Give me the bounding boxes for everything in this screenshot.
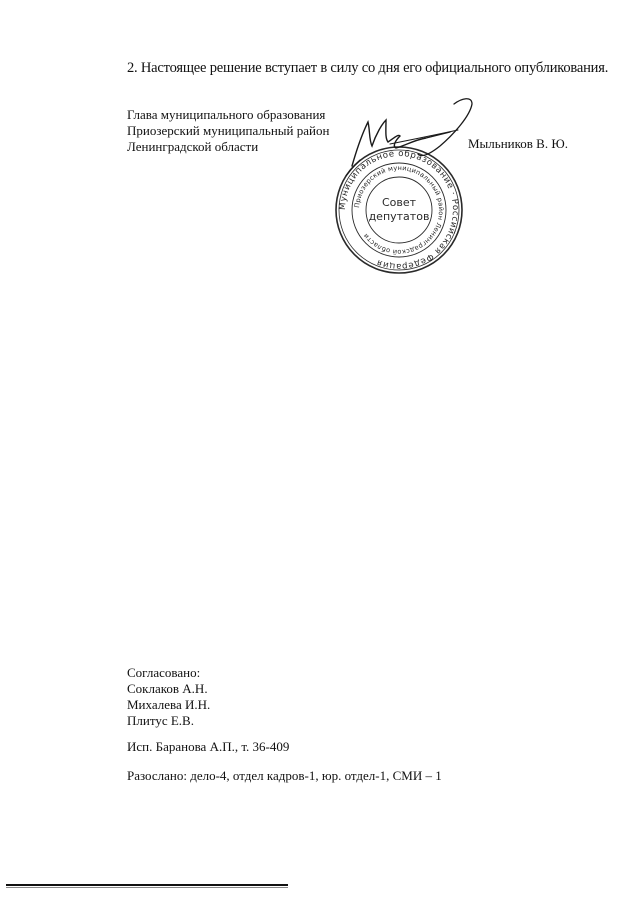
seal-center-line: депутатов (368, 210, 430, 223)
handwritten-signature (330, 94, 480, 204)
executor-line: Исп. Баранова А.П., т. 36-409 (127, 739, 290, 754)
approver-name: Плитус Е.В. (127, 713, 194, 728)
head-title-line: Приозерский муниципальный район (127, 123, 330, 138)
seal-center-line: Совет (381, 196, 417, 209)
seal-outer-text: Муниципальное образование · Российская Федерация (337, 148, 461, 272)
signer-name: Мыльников В. Ю. (468, 136, 568, 151)
approver-name: Соклаков А.Н. (127, 681, 208, 696)
approvals-block (127, 665, 210, 729)
head-title-line: Ленинградской области (127, 139, 259, 154)
decision-clause: 2. Настоящее решение вступает в силу со дня его официального опубликования. (127, 60, 609, 76)
approver-name: Михалева И.Н. (127, 697, 211, 712)
footer-rule (6, 884, 288, 886)
head-title-line: Глава муниципального образования (127, 107, 326, 122)
distribution-line: Разослано: дело-4, отдел кадров-1, юр. отдел-1, СМИ – 1 (127, 768, 442, 783)
seal-inner-text: Приозерский муниципальный район Ленинградской области (353, 163, 446, 257)
head-title-block (127, 107, 329, 155)
footer-rule-thin (6, 887, 288, 888)
approvals-heading: Согласовано: (127, 665, 201, 680)
